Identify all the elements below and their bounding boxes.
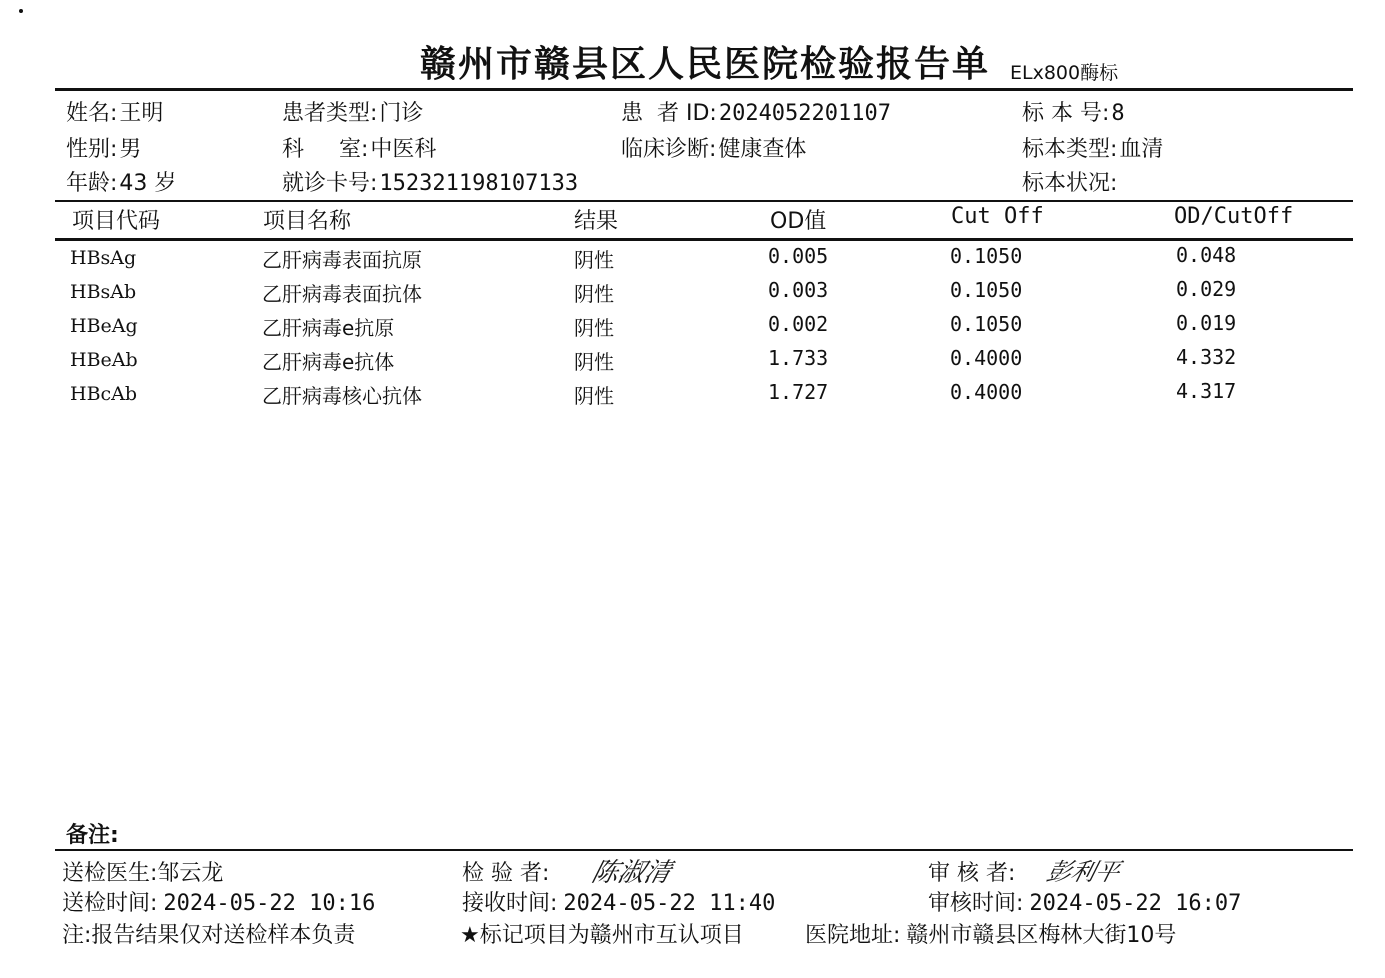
header-ratio: OD/CutOff [1174,204,1294,229]
department: 中医科 [370,137,437,162]
header-top-rule [55,88,1353,91]
row-result: 阴性 [574,350,614,374]
send-time: 2024-05-22 10:16 [163,891,376,916]
patient-type: 门诊 [379,101,424,126]
specimen-type-field [1022,132,1163,163]
receive-time-label: 接收时间: [462,891,558,916]
report-title: 赣州市赣县区人民医院检验报告单 [420,44,991,85]
row-od: 0.002 [768,312,829,336]
row-result: 阴性 [574,384,614,408]
department-label: 科 室: [282,137,369,162]
row-name: 乙肝病毒表面抗原 [262,248,422,272]
row-cutoff: 0.4000 [950,346,1023,370]
scan-speck [19,9,23,13]
table-top-rule [55,200,1353,202]
row-name: 乙肝病毒e抗体 [262,350,395,374]
row-od: 0.005 [768,244,829,268]
row-od: 1.727 [768,380,829,404]
remarks-label: 备注: [66,823,119,848]
patient-name-field [66,96,163,127]
patient-id-field [621,96,891,127]
age: 43 岁 [119,171,177,196]
header-item-code: 项目代码 [72,209,161,234]
tester-field [462,856,549,887]
tester-label: 检 验 者: [462,861,550,886]
address: 赣州市赣县区梅林大街10号 [906,923,1177,948]
row-result: 阴性 [574,316,614,340]
review-time: 2024-05-22 16:07 [1029,891,1242,916]
header-od: OD值 [770,209,827,234]
mutual-recognition-note: ★标记项目为赣州市互认项目 [460,923,744,948]
row-ratio: 0.048 [1176,243,1237,267]
row-od: 1.733 [768,346,829,370]
card-number: 152321198107133 [379,171,579,196]
sender-label: 送检医生: [62,861,158,886]
reviewer-field [928,856,1015,887]
row-name: 乙肝病毒核心抗体 [262,384,422,408]
header-item-name: 项目名称 [263,209,352,234]
address-label: 医院地址: [805,923,901,948]
row-ratio: 0.019 [1176,311,1237,335]
address-field [805,918,1176,949]
review-time-field [928,886,1241,917]
row-ratio: 4.332 [1176,345,1237,369]
footer-rule [55,849,1353,851]
row-code: HBeAg [70,315,138,337]
review-time-label: 审核时间: [928,891,1024,916]
specimen-status-label: 标本状况: [1022,171,1118,196]
instrument-label: ELx800酶标 [1010,62,1119,84]
department-field [282,132,436,163]
row-cutoff: 0.1050 [950,278,1023,302]
row-code: HBsAg [70,247,137,269]
patient-id: 2024052201107 [718,101,892,126]
patient-name-label: 姓名: [66,101,118,126]
age-field [66,166,176,197]
table-header-rule [55,238,1353,241]
row-result: 阴性 [574,248,614,272]
card-number-label: 就诊卡号: [282,171,378,196]
row-result: 阴性 [574,282,614,306]
specimen-type-label: 标本类型: [1022,137,1118,162]
gender-label: 性别: [66,137,118,162]
header-result: 结果 [574,209,619,234]
row-code: HBeAb [70,349,138,371]
row-cutoff: 0.1050 [950,244,1023,268]
header-cutoff: Cut Off [951,204,1044,229]
row-cutoff: 0.1050 [950,312,1023,336]
row-cutoff: 0.4000 [950,380,1023,404]
patient-name: 王明 [119,101,164,126]
specimen-no-field [1022,96,1125,127]
specimen-no: 8 [1111,101,1125,126]
row-code: HBsAb [70,281,137,303]
diagnosis: 健康查体 [718,137,807,162]
patient-type-label: 患者类型: [282,101,378,126]
reviewer-label: 审 核 者: [928,861,1016,886]
sender: 邹云龙 [157,861,224,886]
gender-field [66,132,141,163]
gender: 男 [119,137,142,162]
age-label: 年龄: [66,171,118,196]
specimen-no-label: 标 本 号: [1022,101,1110,126]
row-code: HBcAb [70,383,138,405]
diagnosis-label: 临床诊断: [621,137,717,162]
tester-signature: 陈淑清 [588,858,675,888]
row-name: 乙肝病毒表面抗体 [262,282,422,306]
send-time-label: 送检时间: [62,891,158,916]
diagnosis-field [621,132,806,163]
row-ratio: 0.029 [1176,277,1237,301]
patient-type-field [282,96,423,127]
row-name: 乙肝病毒e抗原 [262,316,395,340]
receive-time: 2024-05-22 11:40 [563,891,776,916]
specimen-type: 血清 [1119,137,1164,162]
receive-time-field [462,886,775,917]
row-ratio: 4.317 [1176,379,1237,403]
reviewer-signature: 彭利平 [1043,858,1123,886]
sender-field [62,856,223,887]
patient-id-label: 患 者 ID: [621,101,717,126]
row-od: 0.003 [768,278,829,302]
card-number-field [282,166,578,197]
disclaimer-note: 注:报告结果仅对送检样本负责 [62,923,356,948]
specimen-status-field [1022,166,1119,197]
send-time-field [62,886,375,917]
